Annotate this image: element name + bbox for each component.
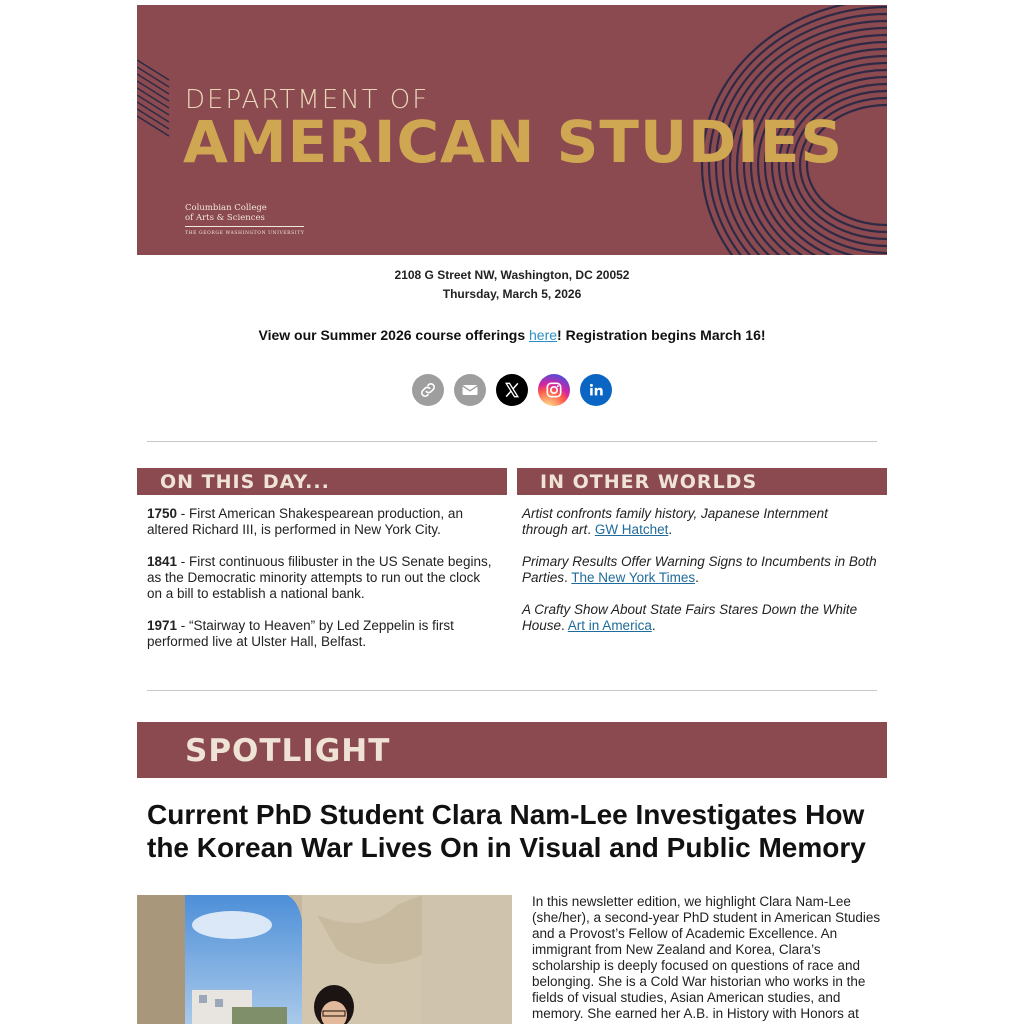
event-text: - First continuous filibuster in the US Senate begins, as the Democratic minority attempts to run out the clock on a bill to establish a national bank. <box>147 554 492 601</box>
article-source-link[interactable]: Art in America <box>567 618 652 633</box>
article-headline: Primary Results Offer Warning Signs to Incumbents in Both Parties <box>522 554 877 585</box>
issue-date: Thursday, March 5, 2026 <box>442 287 582 301</box>
college-name-line2: of Arts & Sciences <box>185 213 265 223</box>
social-links <box>412 374 612 406</box>
list-item <box>147 506 492 538</box>
email-icon[interactable] <box>454 374 486 406</box>
course-offerings-link[interactable]: here <box>529 327 558 343</box>
portrait-photo-image <box>137 895 512 1024</box>
list-item <box>147 554 492 602</box>
college-logo <box>185 203 304 239</box>
event-year: 1841 <box>147 554 178 569</box>
spotlight-headline: Current PhD Student Clara Nam-Lee Investigates How the Korean War Lives On in Visual and Public Memory <box>147 799 866 863</box>
banner-title-line2: AMERICAN STUDIES <box>183 108 844 176</box>
event-year: 1971 <box>147 618 178 633</box>
spotlight-body: In this newsletter edition, we highlight Clara Nam-Lee (she/her), a second-year PhD student in American Studies and a Provost’s Fellow of Academic Excellence. An immigrant from New Zealand and Korea, Clara’s scholarship is deeply focused on questions of race and belonging. She is a Cold War historian who works in the fields of visual studies, Asian American studies, and memory. She earned her A.B. in History with Honors at <box>532 894 881 1021</box>
article-source-link[interactable]: The New York Times <box>571 570 696 585</box>
promo-text <box>137 327 887 343</box>
instagram-icon[interactable] <box>538 374 570 406</box>
event-text: - “Stairway to Heaven” by Led Zeppelin is first performed live at Ulster Hall, Belfast. <box>147 618 454 649</box>
promo-text-before: View our Summer 2026 course offerings <box>258 327 529 343</box>
spotlight-header: SPOTLIGHT <box>137 722 887 778</box>
spotlight-photo <box>137 895 512 1024</box>
list-item: Primary Results Offer Warning Signs to Incumbents in Both Parties. The New York Times. <box>522 554 877 585</box>
header-banner <box>137 5 887 255</box>
x-icon[interactable] <box>496 374 528 406</box>
article-headline: A Crafty Show About State Fairs Stares Down the White House <box>522 602 858 633</box>
banner-title-line1: DEPARTMENT OF <box>185 85 430 115</box>
college-name-line1: Columbian College <box>185 203 267 213</box>
university-name: THE GEORGE WASHINGTON UNIVERSITY <box>185 226 304 239</box>
event-text: - First American Shakespearean production, an altered Richard III, is performed in New York City. <box>147 506 463 537</box>
article-headline: Artist confronts family history, Japanese Internment through art <box>522 506 828 537</box>
promo-text-after: ! Registration begins March 16! <box>557 327 766 343</box>
divider-middle <box>147 690 877 691</box>
in-other-worlds-header: IN OTHER WORLDS <box>517 468 887 495</box>
linkedin-icon[interactable] <box>580 374 612 406</box>
in-other-worlds-list <box>522 506 877 650</box>
address: 2108 G Street NW, Washington, DC 20052 <box>394 268 630 282</box>
event-year: 1750 <box>147 506 178 521</box>
on-this-day-header: ON THIS DAY... <box>137 468 507 495</box>
article-source-link[interactable]: GW Hatchet <box>594 522 669 537</box>
link-icon[interactable] <box>412 374 444 406</box>
on-this-day-list <box>147 506 492 666</box>
list-item: A Crafty Show About State Fairs Stares Down the White House. Art in America. <box>522 602 858 633</box>
list-item <box>147 618 492 650</box>
divider-top <box>147 441 877 442</box>
list-item: Artist confronts family history, Japanese Internment through art. GW Hatchet. <box>522 506 828 537</box>
